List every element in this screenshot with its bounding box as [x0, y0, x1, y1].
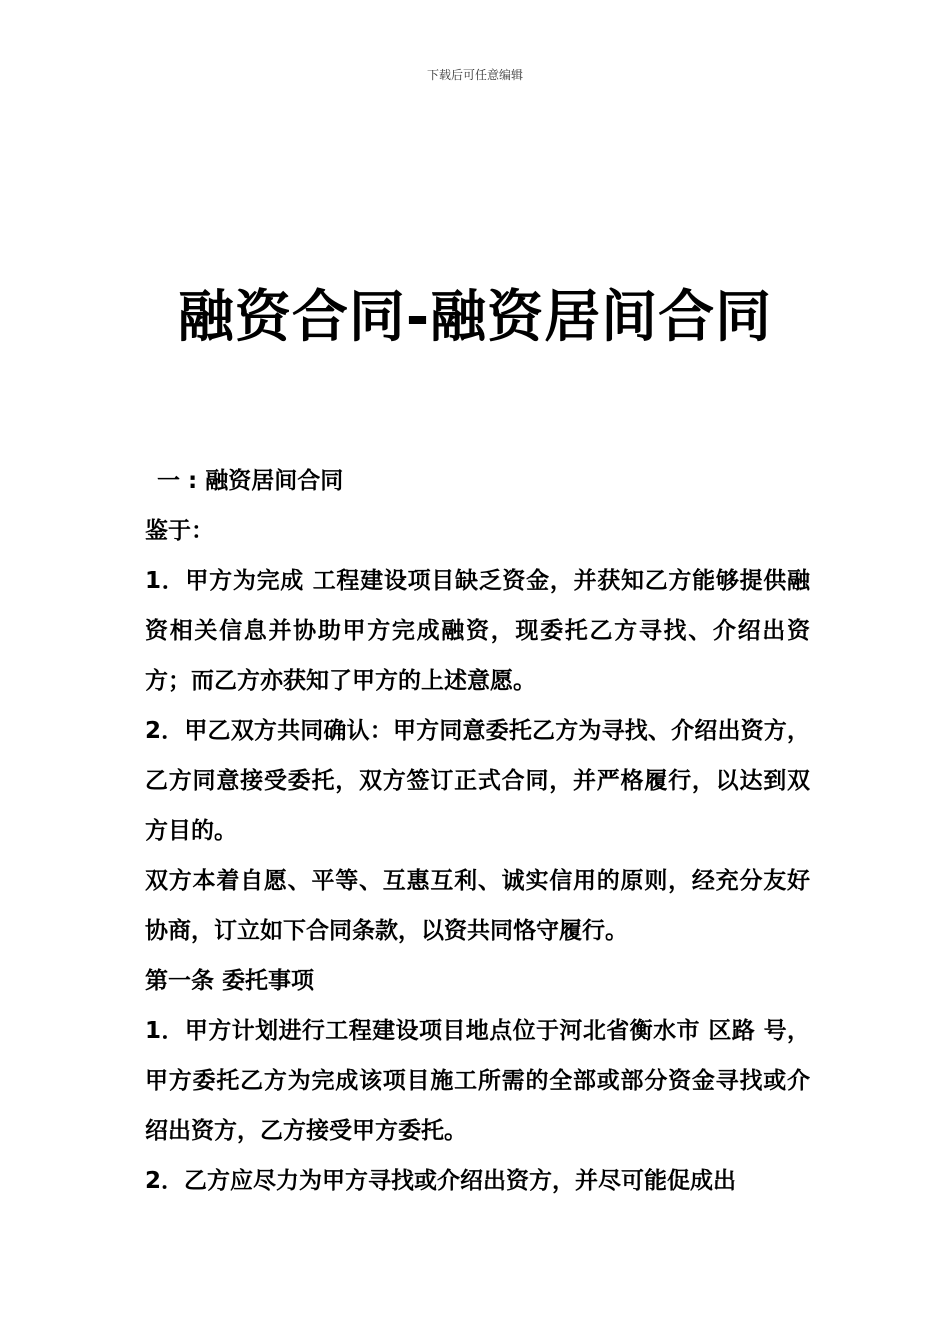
article-clause-2: 2．乙方应尽力为甲方寻找或介绍出资方，并尽可能促成出 [145, 1168, 737, 1194]
document-body [145, 456, 810, 1206]
header-note: 下载后可任意编辑 [426, 68, 523, 82]
document-title: 融资合同-融资居间合同 [177, 285, 773, 350]
principle-paragraph: 双方本着自愿、平等、互惠互利、诚实信用的原则，经充分友好协商，订立如下合同条款，以资共同恪守履行。 [145, 868, 810, 944]
recital-paragraph-1: 1．甲方为完成 工程建设项目缺乏资金，并获知乙方能够提供融资相关信息并协助甲方完成融资，现委托乙方寻找、介绍出资方；而乙方亦获知了甲方的上述意愿。 [145, 568, 810, 694]
section-heading: 一 : 融资居间合同 [157, 468, 344, 494]
recital-heading: 鉴于： [145, 518, 214, 544]
article-clause-1: 1．甲方计划进行工程建设项目地点位于河北省衡水市 区路 号，甲方委托乙方为完成该项目施工所需的全部或部分资金寻找或介绍出资方，乙方接受甲方委托。 [145, 1018, 810, 1144]
recital-paragraph-2: 2．甲乙双方共同确认：甲方同意委托乙方为寻找、介绍出资方，乙方同意接受委托，双方签订正式合同，并严格履行，以达到双方目的。 [145, 718, 810, 844]
article-heading: 第一条 委托事项 [145, 968, 315, 994]
